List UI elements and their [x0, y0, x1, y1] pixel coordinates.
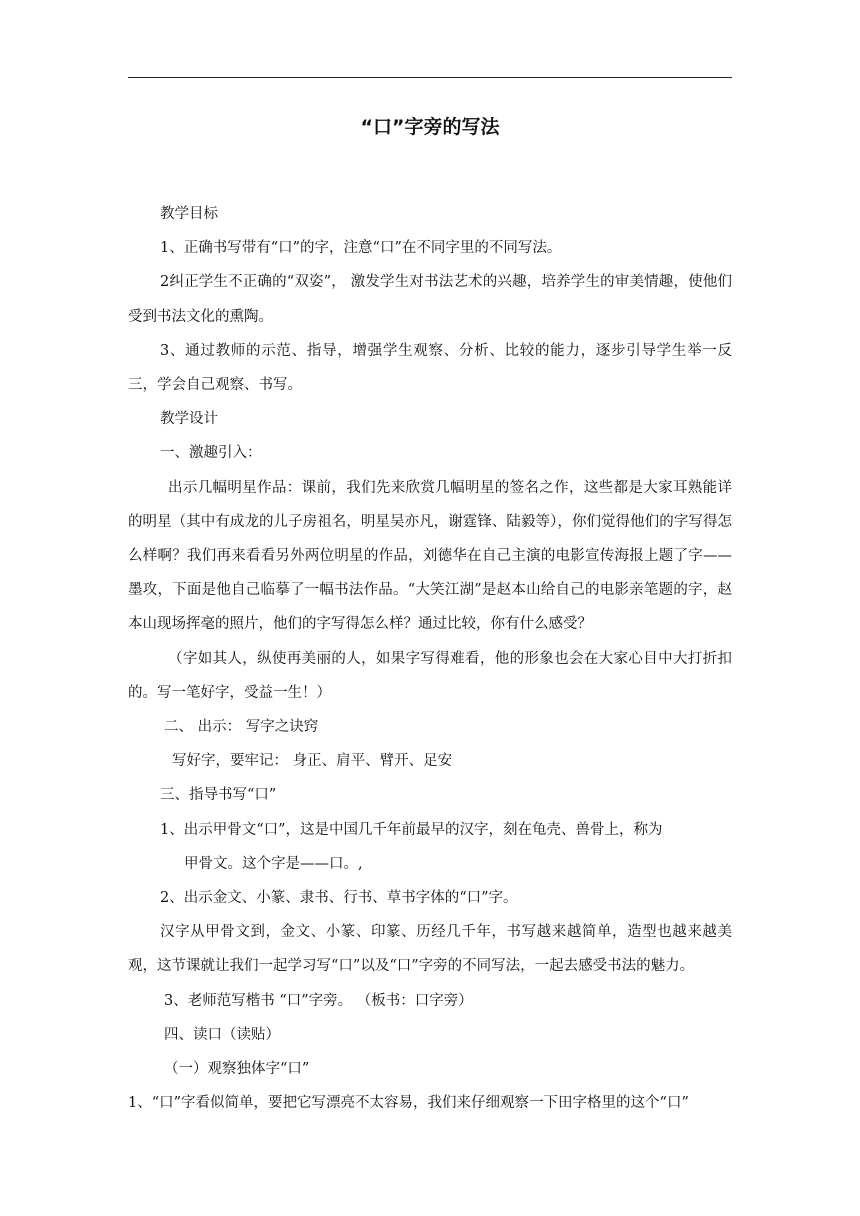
header-rule [128, 77, 732, 78]
section-heading-design: 教学设计 [160, 411, 218, 428]
history-paragraph: 汉字从甲骨文到，金文、小篆、印篆、历经几千年，书写越来越简单，造型也越来越美观，这节课就让我们一起学习写“口”以及“口”字旁的不同写法，一起去感受书法的魅力。 [128, 924, 732, 975]
document-body [128, 197, 732, 1120]
observe-item-1: 1、“口”字看似简单，要把它写漂亮不太容易，我们来仔细观察一下田字格里的这个“口” [128, 1095, 689, 1112]
objective-2: 2纠正学生不正确的“双姿”， 激发学生对书法艺术的兴趣，培养学生的审美情趣，使他们受到书法文化的熏陶。 [128, 274, 732, 325]
step-heading-1: 一、激趣引入： [160, 445, 262, 462]
intro-remark: （字如其人，纵使再美丽的人，如果字写得难看，他的形象也会在大家心目中大打折扣的。写一笔好字，受益一生！） [128, 650, 732, 701]
step-heading-4: 四、读口（读贴） [164, 1026, 280, 1043]
step-heading-2: 二、 出示： 写字之诀窍 [164, 719, 319, 736]
objective-1: 1、正确书写带有“口”的字，注意“口”在不同字里的不同写法。 [160, 240, 562, 257]
document-title: “口”字旁的写法 [360, 116, 500, 138]
intro-paragraph: 出示几幅明星作品：课前，我们先来欣赏几幅明星的签名之作，这些都是大家耳熟能详的明星（其中有成龙的儿子房祖名，明星吴亦凡，谢霆锋、陆毅等），你们觉得他们的字写得怎么样啊？我们再来看看另外两位明星的作品，刘德华在自己主演的电影宣传海报上题了字——墨攻，下面是他自己临摹了一幅书法作品。“大笑江湖”是赵本山给自己的电影亲笔题的字，赵本山现场挥毫的照片，他们的字写得怎么样？通过比较，你有什么感受？ [128, 479, 732, 633]
subheading-observe: （一）观察独体字“口” [164, 1061, 310, 1078]
guide-item-1: 1、出示甲骨文“口”，这是中国几千年前最早的汉字，刻在龟壳、兽骨上，称为 [160, 821, 663, 838]
guide-item-2: 2、出示金文、小篆、隶书、行书、草书字体的“口”字。 [160, 890, 518, 907]
objective-3: 3、通过教师的示范、指导，增强学生观察、分析、比较的能力，逐步引导学生举一反三，学会自己观察、书写。 [128, 342, 732, 394]
writing-tips: 写好字，要牢记： 身正、肩平、臂开、足安 [172, 753, 453, 770]
section-heading-objectives: 教学目标 [160, 206, 218, 222]
step-heading-3: 三、指导书写“口” [160, 787, 277, 804]
guide-item-1-continued: 甲骨文。这个字是——口。, [184, 855, 363, 872]
guide-item-3: 3、老师范写楷书 “口”字旁。 （板书：口字旁） [164, 992, 473, 1009]
